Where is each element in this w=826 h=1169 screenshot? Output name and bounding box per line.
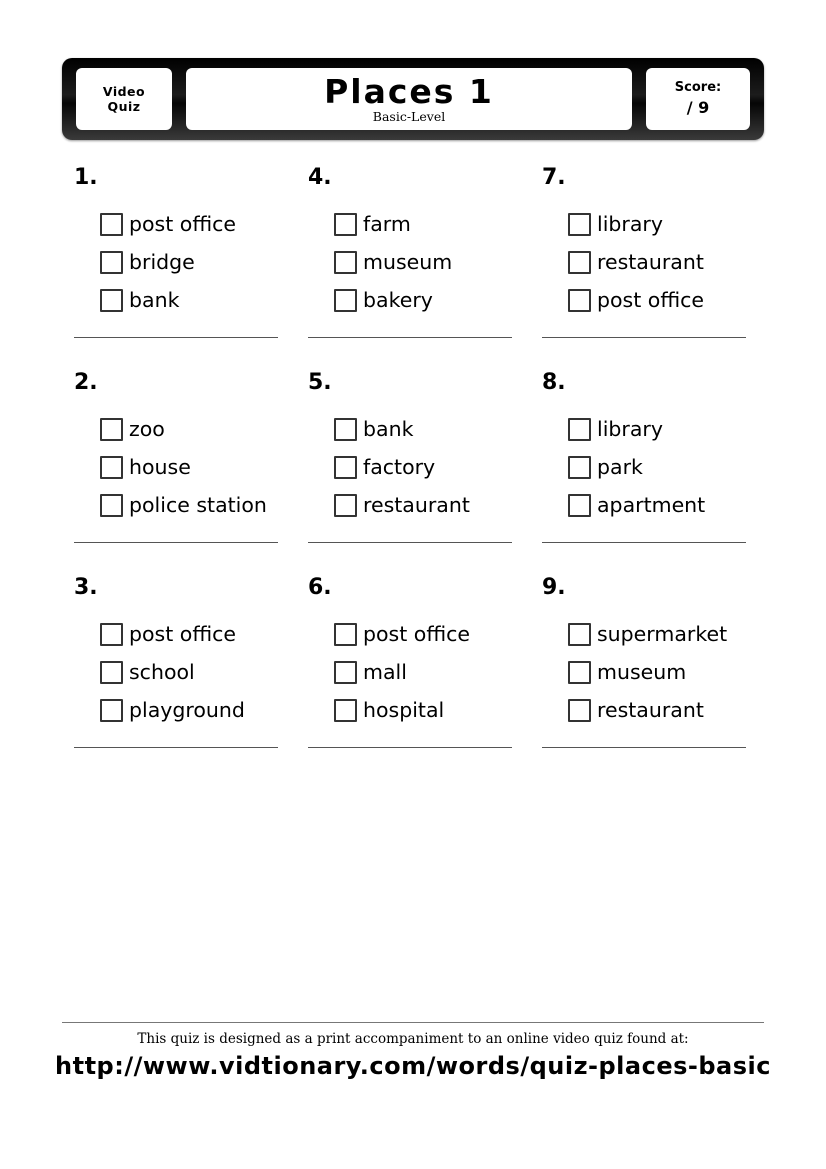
question-cell-3 [62, 575, 296, 748]
checkbox-icon[interactable] [568, 213, 591, 236]
option-row[interactable] [100, 243, 288, 281]
option-row[interactable] [100, 281, 288, 319]
option-row[interactable] [568, 205, 756, 243]
option-row[interactable] [334, 486, 522, 524]
question-cell-6 [296, 575, 530, 748]
checkbox-icon[interactable] [568, 494, 591, 517]
question-number: 5. [308, 370, 332, 395]
checkbox-icon[interactable] [334, 494, 357, 517]
option-list [334, 615, 522, 729]
option-row[interactable] [334, 410, 522, 448]
option-row[interactable] [334, 615, 522, 653]
option-row[interactable] [100, 691, 288, 729]
checkbox-icon[interactable] [334, 213, 357, 236]
option-list [568, 615, 756, 729]
answer-line [308, 337, 512, 338]
answer-line [308, 542, 512, 543]
question-row [62, 165, 764, 338]
answer-line [542, 542, 746, 543]
option-row[interactable] [568, 410, 756, 448]
checkbox-icon[interactable] [334, 418, 357, 441]
option-row[interactable] [334, 691, 522, 729]
checkbox-icon[interactable] [334, 699, 357, 722]
checkbox-icon[interactable] [568, 251, 591, 274]
checkbox-icon[interactable] [100, 661, 123, 684]
option-row[interactable] [100, 205, 288, 243]
score-panel [646, 68, 750, 130]
option-label: post office [597, 288, 705, 312]
option-label: mall [363, 660, 407, 684]
checkbox-icon[interactable] [334, 456, 357, 479]
question-row [62, 370, 764, 543]
option-row[interactable] [334, 448, 522, 486]
option-label: post office [129, 212, 237, 236]
question-cell-2 [62, 370, 296, 543]
option-list [568, 410, 756, 524]
option-row[interactable] [100, 410, 288, 448]
option-row[interactable] [334, 243, 522, 281]
option-row[interactable] [568, 486, 756, 524]
answer-line [542, 747, 746, 748]
quiz-header [62, 58, 764, 140]
question-number: 7. [542, 165, 566, 190]
question-cell-5 [296, 370, 530, 543]
option-row[interactable] [334, 281, 522, 319]
checkbox-icon[interactable] [100, 456, 123, 479]
option-row[interactable] [568, 448, 756, 486]
answer-line [74, 747, 278, 748]
logo-line-1: Video [102, 84, 146, 99]
option-row[interactable] [334, 205, 522, 243]
checkbox-icon[interactable] [568, 418, 591, 441]
option-row[interactable] [100, 615, 288, 653]
option-row[interactable] [100, 653, 288, 691]
option-label: supermarket [597, 622, 728, 646]
option-label: farm [363, 212, 411, 236]
row-spacer [62, 338, 764, 370]
question-number: 8. [542, 370, 566, 395]
option-label: police station [129, 493, 267, 517]
option-label: zoo [129, 417, 165, 441]
question-cell-9 [530, 575, 764, 748]
checkbox-icon[interactable] [100, 418, 123, 441]
option-row[interactable] [568, 691, 756, 729]
question-number: 1. [74, 165, 98, 190]
checkbox-icon[interactable] [568, 456, 591, 479]
footer-url[interactable]: http://www.vidtionary.com/words/quiz-places-basic [55, 1052, 771, 1080]
checkbox-icon[interactable] [100, 251, 123, 274]
checkbox-icon[interactable] [100, 699, 123, 722]
option-label: factory [363, 455, 436, 479]
option-list [568, 205, 756, 319]
checkbox-icon[interactable] [100, 623, 123, 646]
answer-line [308, 747, 512, 748]
title-panel [186, 68, 632, 130]
checkbox-icon[interactable] [100, 289, 123, 312]
option-label: restaurant [363, 493, 470, 517]
option-label: post office [129, 622, 237, 646]
question-number: 4. [308, 165, 332, 190]
checkbox-icon[interactable] [100, 494, 123, 517]
option-row[interactable] [334, 653, 522, 691]
answer-line [74, 542, 278, 543]
option-row[interactable] [100, 486, 288, 524]
page-subtitle: Basic-Level [372, 108, 446, 124]
question-number: 6. [308, 575, 332, 600]
checkbox-icon[interactable] [568, 289, 591, 312]
option-list [100, 410, 288, 524]
option-label: museum [363, 250, 453, 274]
checkbox-icon[interactable] [568, 623, 591, 646]
logo-line-2: Quiz [107, 99, 141, 114]
checkbox-icon[interactable] [334, 251, 357, 274]
option-label: bank [363, 417, 414, 441]
option-list [100, 615, 288, 729]
option-label: library [597, 212, 663, 236]
question-grid [62, 165, 764, 748]
answer-line [542, 337, 746, 338]
option-label: restaurant [597, 250, 704, 274]
option-label: house [129, 455, 191, 479]
question-number: 9. [542, 575, 566, 600]
page-title: Places 1 [324, 71, 494, 111]
option-row[interactable] [568, 281, 756, 319]
option-label: restaurant [597, 698, 704, 722]
checkbox-icon[interactable] [334, 289, 357, 312]
option-label: bakery [363, 288, 433, 312]
option-label: museum [597, 660, 687, 684]
score-value: / 9 [686, 98, 710, 117]
option-list [334, 205, 522, 319]
option-label: hospital [363, 698, 445, 722]
option-list [334, 410, 522, 524]
question-cell-4 [296, 165, 530, 338]
option-row[interactable] [100, 448, 288, 486]
question-cell-1 [62, 165, 296, 338]
footer-divider [62, 1022, 764, 1023]
option-label: bank [129, 288, 180, 312]
footer-note: This quiz is designed as a print accompaniment to an online video quiz found at: [137, 1031, 689, 1047]
video-quiz-logo [76, 68, 172, 130]
option-label: apartment [597, 493, 706, 517]
question-number: 2. [74, 370, 98, 395]
option-row[interactable] [568, 615, 756, 653]
checkbox-icon[interactable] [100, 213, 123, 236]
question-row [62, 575, 764, 748]
question-number: 3. [74, 575, 98, 600]
option-label: library [597, 417, 663, 441]
option-label: bridge [129, 250, 195, 274]
option-label: park [597, 455, 643, 479]
option-label: post office [363, 622, 471, 646]
question-cell-7 [530, 165, 764, 338]
answer-line [74, 337, 278, 338]
checkbox-icon[interactable] [568, 699, 591, 722]
option-label: school [129, 660, 195, 684]
checkbox-icon[interactable] [334, 661, 357, 684]
row-spacer [62, 543, 764, 575]
option-label: playground [129, 698, 245, 722]
question-cell-8 [530, 370, 764, 543]
score-label: Score: [674, 80, 722, 95]
option-row[interactable] [568, 243, 756, 281]
option-row[interactable] [568, 653, 756, 691]
option-list [100, 205, 288, 319]
checkbox-icon[interactable] [568, 661, 591, 684]
checkbox-icon[interactable] [334, 623, 357, 646]
